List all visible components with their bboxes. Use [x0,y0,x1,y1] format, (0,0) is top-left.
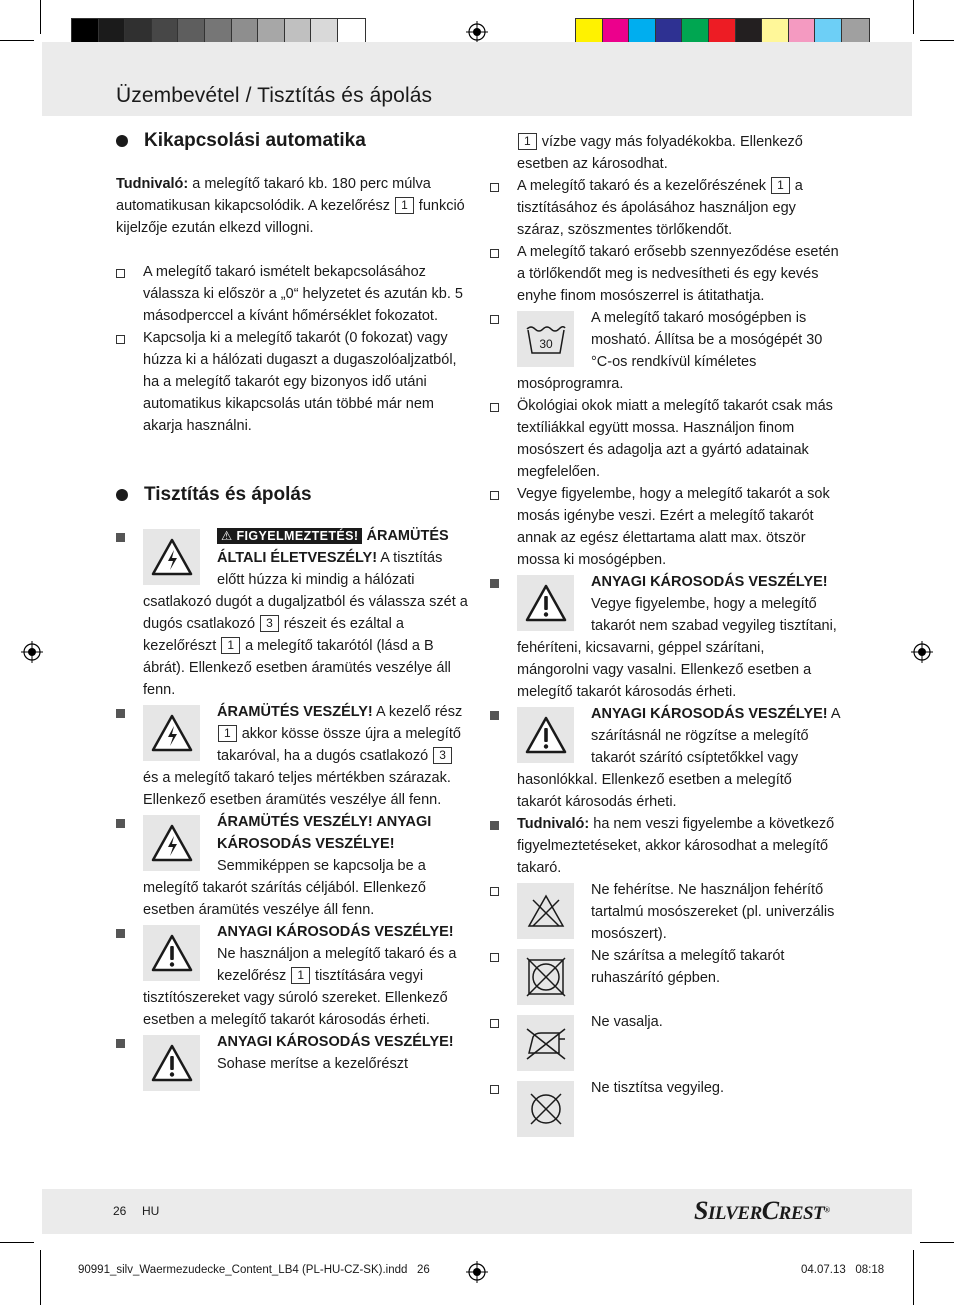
right-column [490,131,840,1143]
auto-off-note: Tudnivaló: a melegítő takaró kb. 180 perc múlva automatikusan kikapcsolódik. A kezelőrész 1 funkció kijelzője ezután elkezd villogni. [116,176,465,236]
list-item: Ne szárítsa a melegítő takarót ruhaszárító gépben. [490,945,840,1011]
list-item: ÁRAMÜTÉS VESZÉLY! ANYAGI KÁROSODÁS VESZÉLYE! Semmiképpen se kapcsolja be a melegítő takarót szárítás céljából. Ellenkező esetben áramütés veszélye áll fenn. [116,811,468,921]
language-code: HU [142,1204,160,1218]
auto-off-list [116,261,468,437]
crop-mark [920,1242,954,1243]
list-item: A melegítő takaró ismételt bekapcsolásához válassza ki először a „0“ helyzetet és azután kb. 5 másodperccel a kívánt hőmérséklet fokozatot. [116,261,468,327]
registration-mark-icon [466,1261,488,1283]
no-bleach-icon [517,883,574,939]
brand-logo: SILVERCREST® [694,1196,830,1225]
list-item: Ne tisztítsa vegyileg. [490,1077,840,1143]
section-heading-cleaning: Tisztítás és ápolás [116,481,468,509]
crop-mark [0,1242,34,1243]
ref-box: 3 [260,615,279,632]
list-item: Kapcsolja ki a melegítő takarót (0 fokozat) vagy húzza ki a hálózati dugaszt a dugaszolóaljzatból, ha a melegítő takarót egy bizonyos idő utáni automatikus kikapcsolás után többé már nem akarja használni. [116,327,468,437]
caution-warning-icon [143,925,200,981]
no-ironing-icon [517,1015,574,1071]
list-item: ANYAGI KÁROSODÁS VESZÉLYE! A szárításnál ne rögzítse a melegítő takarót szárító csíptetőkkel vagy hasonlókkal. Ellenkező esetben a melegítő takarót károsodás érheti. [490,703,840,813]
list-item: Ne fehérítse. Ne használjon fehérítő tartalmú mosószereket (pl. univerzális mosószert). [490,879,840,945]
electric-shock-warning-icon [143,705,200,761]
caution-warning-icon [143,1035,200,1091]
caution-warning-icon [517,575,574,631]
care-list [490,175,840,1143]
cleaning-warnings-list [116,525,468,1097]
ref-box: 1 [291,967,310,984]
crop-mark [913,0,914,34]
page-title: Üzembevétel / Tisztítás és ápolás [116,84,433,107]
list-item: A melegítő takaró erősebb szennyeződése esetén a törlőkendőt meg is nedvesítheti és egy kevés enyhe finom mosószerrel is átitathatja. [490,241,840,307]
crop-mark [0,40,34,41]
list-item: ÁRAMÜTÉS VESZÉLY! A kezelő rész 1 akkor kösse össze újra a melegítő takaróval, ha a dugós csatlakozó 3 és a melegítő takaró teljes mértékben szárazak. Ellenkező esetben áramütés veszélye áll fenn. [116,701,468,811]
crop-mark [920,40,954,41]
crop-mark [40,1250,41,1305]
electric-shock-warning-icon [143,529,200,585]
registration-mark-icon [466,21,488,43]
date-slug: 04.07.13 08:18 [801,1264,885,1276]
svg-text:30: 30 [538,337,553,351]
warning-triangle-icon: ⚠ [221,529,233,543]
no-dry-clean-icon [517,1081,574,1137]
ref-box: 1 [518,133,537,150]
list-item: ANYAGI KÁROSODÁS VESZÉLYE! Ne használjon a melegítő takaró és a kezelőrész 1 tisztítására vegyi tisztítószereket vagy súroló szereket. Ellenkező esetben a melegítő takarót károsodás érheti. [116,921,468,1031]
crop-mark [40,0,41,34]
no-tumble-dry-icon [517,949,574,1005]
list-item: Ökológiai okok miatt a melegítő takarót csak más textíliákkal együtt mossa. Használjon finom mosószert és adagolja azt a gyártó adatainak megfelelően. [490,395,840,483]
list-item: 30 A melegítő takaró mosógépben is mosható. Állítsa be a mosógépét 30 °C-os rendkívül kíméletes mosóprogramra. [490,307,840,395]
list-item: A melegítő takaró és a kezelőrészének 1 a tisztításához és ápolásához használjon egy száraz, szöszmentes törlőkendőt. [490,175,840,241]
continued-text: 1 vízbe vagy más folyadékokba. Ellenkező esetben az károsodhat. [517,134,803,172]
ref-box: 1 [221,637,240,654]
list-item: ANYAGI KÁROSODÁS VESZÉLYE! Sohase merítse a kezelőrészt [116,1031,468,1097]
list-item: Vegye figyelembe, hogy a melegítő takarót a sok mosás igénybe veszi. Ezért a melegítő takarót annak az egész élettartama alatt max. ötször mossa ki mosógépben. [490,483,840,571]
list-item: ⚠ FIGYELMEZTETÉS! ÁRAMÜTÉS ÁLTALI ÉLETVESZÉLY! A tisztítás előtt húzza ki mindig a hálózati csatlakozó dugót a dugaljzatból és válassza szét a dugós csatlakozó 3 részeit és ezáltal a kezelőrészt 1 a melegítő takarótól (lásd a B ábrát). Ellenkező esetben áramütés veszélye áll fenn. [116,525,468,701]
section-heading-auto-off: Kikapcsolási automatika [116,127,468,155]
ref-box: 3 [433,747,452,764]
ref-box: 1 [218,725,237,742]
electric-shock-warning-icon [143,815,200,871]
left-column [116,127,468,1097]
crop-mark [913,1250,914,1305]
ref-box: 1 [395,197,414,214]
list-item: Ne vasalja. [490,1011,840,1077]
caution-warning-icon [517,707,574,763]
file-slug: 90991_silv_Waermezudecke_Content_LB4 (PL-HU-CZ-SK).indd 26 [78,1264,430,1276]
list-item: ANYAGI KÁROSODÁS VESZÉLYE! Vegye figyelembe, hogy a melegítő takarót nem szabad vegyileg tisztítani, fehéríteni, kicsavarni, géppel szárítani, mángorolni vagy vasalni. Ellenkező esetben a melegítő takarót károsodás érheti. [490,571,840,703]
warning-label: ⚠ FIGYELMEZTETÉS! [217,528,362,544]
registration-mark-icon [21,641,43,663]
wash-30-icon [517,311,574,367]
page-number: 26 [113,1204,127,1218]
registration-mark-icon [911,641,933,663]
list-item: Tudnivaló: ha nem veszi figyelembe a következő figyelmeztetéseket, akkor károsodhat a melegítő takaró. [490,813,840,879]
ref-box: 1 [771,177,790,194]
